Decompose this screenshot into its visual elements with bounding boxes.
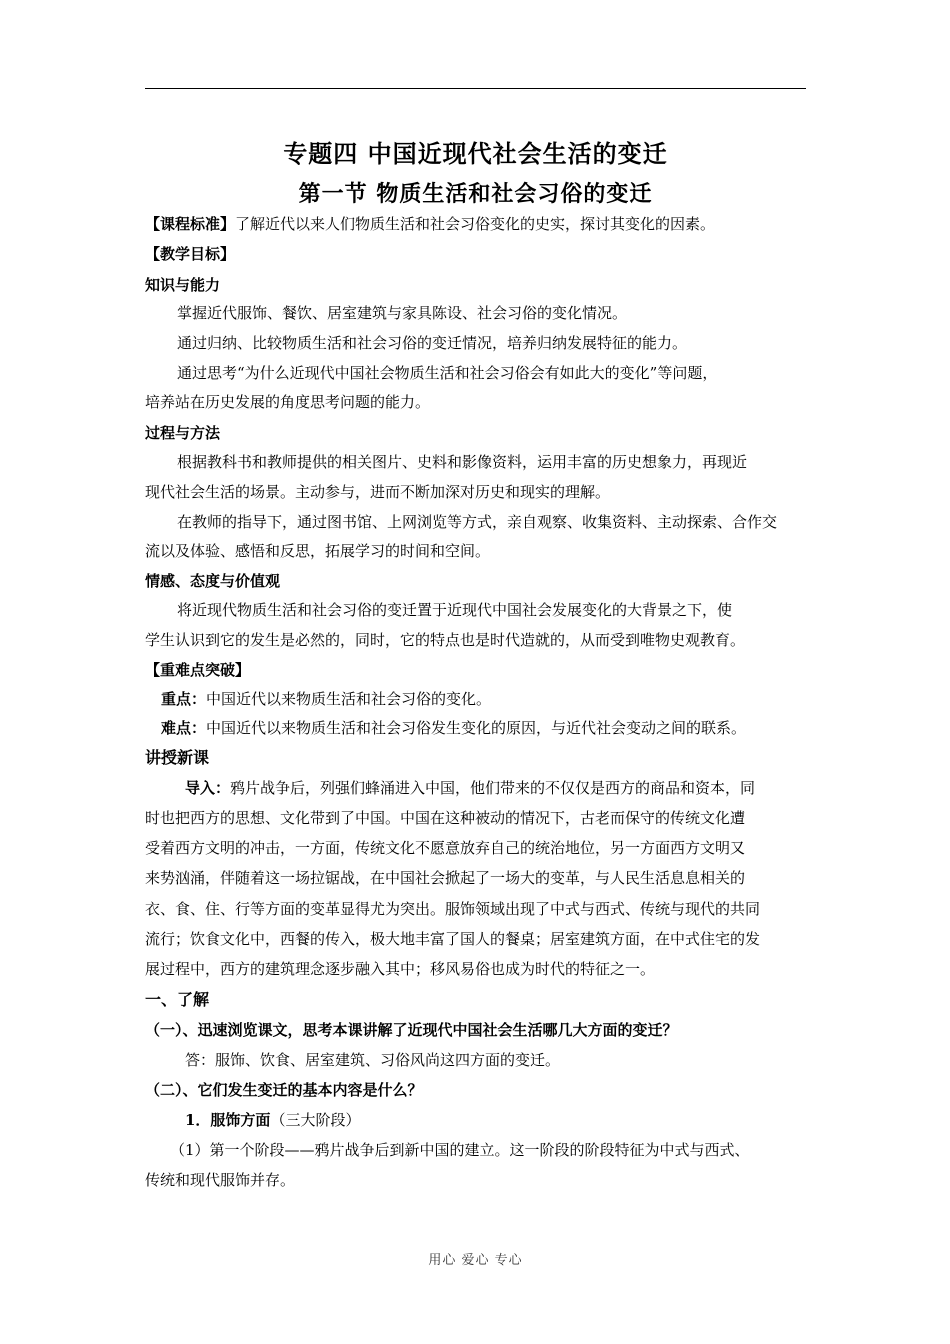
section-title: 第一节 物质生活和社会习俗的变迁: [298, 181, 653, 207]
new-lesson-heading: 讲授新课: [145, 748, 210, 767]
item-clothing-note: （三大阶段）: [270, 1111, 361, 1129]
key-point-text: 中国近代以来物质生活和社会习俗的变化。: [206, 690, 492, 708]
document-title: 专题四 中国近现代社会生活的变迁: [283, 139, 668, 168]
intro-line6: 流行；饮食文化中，西餐的传入，极大地丰富了国人的餐桌；居室建筑方面，在中式住宅的发: [145, 930, 761, 948]
teaching-goals-label: 【教学目标】: [145, 245, 236, 263]
knowledge-p2: 通过归纳、比较物质生活和社会习俗的变迁情况，培养归纳发展特征的能力。: [177, 334, 688, 352]
process-p2-line1: 在教师的指导下，通过图书馆、上网浏览等方式，亲自观察、收集资料、主动探索、合作交: [177, 513, 778, 531]
stage1-line1: （1）第一个阶段——鸦片战争后到新中国的建立。这一阶段的阶段特征为中式与西式、: [170, 1141, 750, 1159]
key-point: [161, 689, 806, 709]
intro-line7: 展过程中，西方的建筑理念逐步融入其中；移风易俗也成为时代的特征之一。: [145, 960, 656, 978]
process-p1-line2: 现代社会生活的场景。主动参与，进而不断加深对历史和现实的理解。: [145, 483, 611, 501]
item-clothing: [185, 1110, 806, 1130]
process-heading: 过程与方法: [145, 424, 221, 442]
difficult-point-text: 中国近代以来物质生活和社会习俗发生变化的原因，与近代社会变动之间的联系。: [206, 719, 747, 737]
intro-line2: 时也把西方的思想、文化带到了中国。中国在这种被动的情况下，古老而保守的传统文化遭: [145, 809, 746, 827]
answer-1: 答：服饰、饮食、居室建筑、习俗风尚这四方面的变迁。: [185, 1051, 561, 1069]
emotion-p1-line1: 将近现代物质生活和社会习俗的变迁置于近现代中国社会发展变化的大背景之下，使: [177, 601, 733, 619]
intro-line1: [185, 778, 806, 798]
knowledge-p3-line1: 通过思考“为什么近现代中国社会物质生活和社会习俗会有如此大的变化”等问题，: [177, 364, 718, 382]
process-p1-line1: 根据教科书和教师提供的相关图片、史料和影像资料，运用丰富的历史想象力，再现近: [177, 453, 748, 471]
knowledge-p3-line2: 培养站在历史发展的角度思考问题的能力。: [145, 393, 431, 411]
course-standard: [145, 214, 806, 234]
header-rule: [145, 88, 806, 89]
emotion-p1-line2: 学生认识到它的发生是必然的，同时，它的特点也是时代造就的，从而受到唯物史观教育。: [145, 631, 746, 649]
course-standard-label: 【课程标准】: [145, 215, 236, 233]
intro-text: 鸦片战争后，列强们蜂涌进入中国，他们带来的不仅仅是西方的商品和资本，同: [230, 779, 756, 797]
emotion-heading: 情感、态度与价值观: [145, 572, 281, 590]
knowledge-heading: 知识与能力: [145, 276, 221, 294]
intro-line5: 衣、食、住、行等方面的变革显得尤为突出。服饰领域出现了中式与西式、传统与现代的共同: [145, 900, 761, 918]
item-clothing-label: 1．服饰方面: [185, 1111, 271, 1129]
question-1: （一）、迅速浏览课文，思考本课讲解了近现代中国社会生活哪几大方面的变迁？: [145, 1021, 678, 1039]
knowledge-p1: 掌握近代服饰、餐饮、居室建筑与家具陈设、社会习俗的变化情况。: [177, 304, 628, 322]
part1-heading: 一、了解: [145, 990, 210, 1009]
keypoints-label: 【重难点突破】: [145, 661, 251, 679]
question-2: （二）、它们发生变迁的基本内容是什么？: [145, 1081, 423, 1099]
stage1-line2: 传统和现代服饰并存。: [145, 1171, 296, 1189]
difficult-point-label: 难点：: [161, 719, 207, 737]
intro-line4: 来势汹涌，伴随着这一场拉锯战，在中国社会掀起了一场大的变革，与人民生活息息相关的: [145, 869, 746, 887]
key-point-label: 重点：: [161, 690, 207, 708]
intro-line3: 受着西方文明的冲击，一方面，传统文化不愿意放弃自己的统治地位，另一方面西方文明又: [145, 839, 746, 857]
process-p2-line2: 流以及体验、感悟和反思，拓展学习的时间和空间。: [145, 542, 491, 560]
intro-label: 导入：: [185, 779, 231, 797]
course-standard-text: 了解近代以来人们物质生活和社会习俗变化的史实，探讨其变化的因素。: [235, 215, 716, 233]
difficult-point: [161, 718, 806, 738]
page-footer: 用心 爱心 专心: [428, 1253, 523, 1268]
